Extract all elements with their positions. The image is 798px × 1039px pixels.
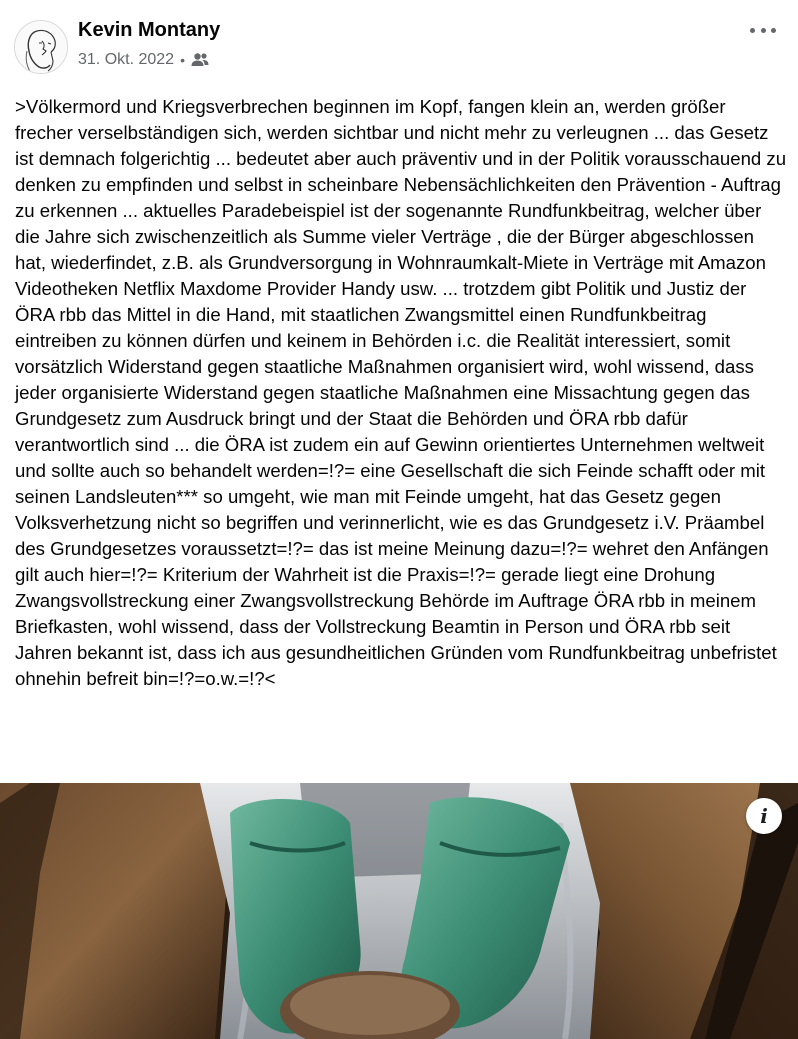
excavation-photo — [0, 783, 798, 1039]
post-text: >Völkermord und Kriegsverbrechen beginnen im Kopf, fangen klein an, werden größer frecher verselbständigen sich, werden sichtbar und nicht mehr zu verleugnen ... das Gesetz ist demnach folgerichtig ... bedeutet aber auch präventiv und in der Politik vorausschauend zu denken zu empfinden und selbst in scheinbare Nebensächlichkeiten den Prävention - Auftrag zu erkennen ... aktuelles Paradebeispiel ist der sogenannte Rundfunkbeitrag, welcher über die Jahre sich zwischenzeitlich als Summe vieler Verträge , die der Bürger abgeschlossen hat, wiederfindet, z.B. als Grundversorgung in Wohnraumkalt-Miete in Verträge mit Amazon Videotheken Netflix Maxdome Provider Handy usw. ... trotzdem gibt Politik und Justiz der ÖRA rbb das Mittel in die Hand, mit staatlichen Zwangsmittel einen Rundfunkbeitrag eintreiben zu können dürfen und keinem in Behörden i.c. die Realität interessiert, somit vorsätzlich Widerstand gegen staatliche Maßnahmen organisiert wird, wohl wissend, dass jeder organisierte Widerstand gegen staatliche Maßnahmen eine Missachtung gegen das Grundgesetz zum Ausdruck bringt und der Staat die Behörden und ÖRA rbb dafür verantwortlich sind ... die ÖRA ist zudem ein auf Gewinn orientiertes Unternehmen weltweit und sollte auch so behandelt werden=!?= eine Gesellschaft die sich Feinde schafft oder mit seinen Landsleuten*** so umgeht, wie man mit Feinde umgeht, hat das Gesetz gegen Volksverhetzung nicht so begriffen und verinnerlicht, wie es das Grundgesetz i.V. Präambel des Grundgesetzes voraussetzt=!?= das ist meine Meinung dazu=!?= wehret den Anfängen gilt auch hier=!?= Kriterium der Wahrheit ist die Praxis=!?= gerade liegt eine Drohung Zwangsvollstreckung einer Zwangsvollstreckung Behörde im Auftrage ÖRA rbb in meinem Briefkasten, wohl wissend, dass der Vollstreckung Beamtin in Person und ÖRA rbb seit Jahren bekannt ist, dass ich aus gesundheitlichen Gründen vom Rundfunkbeitrag unbefristet ohnehin befreit bin=!?=o.w.=!?< — [15, 96, 787, 689]
friends-icon[interactable] — [191, 52, 209, 68]
more-options-icon[interactable] — [750, 20, 776, 40]
post-date[interactable]: 31. Okt. 2022 — [78, 51, 175, 68]
post-header — [0, 0, 798, 84]
avatar-sketch-icon — [15, 21, 68, 74]
info-icon[interactable]: i — [746, 798, 782, 834]
meta-separator: • — [180, 52, 185, 68]
post-photo[interactable] — [0, 783, 798, 1039]
avatar[interactable] — [14, 20, 68, 74]
post-meta — [78, 50, 209, 70]
author-name[interactable]: Kevin Montany — [78, 19, 221, 41]
